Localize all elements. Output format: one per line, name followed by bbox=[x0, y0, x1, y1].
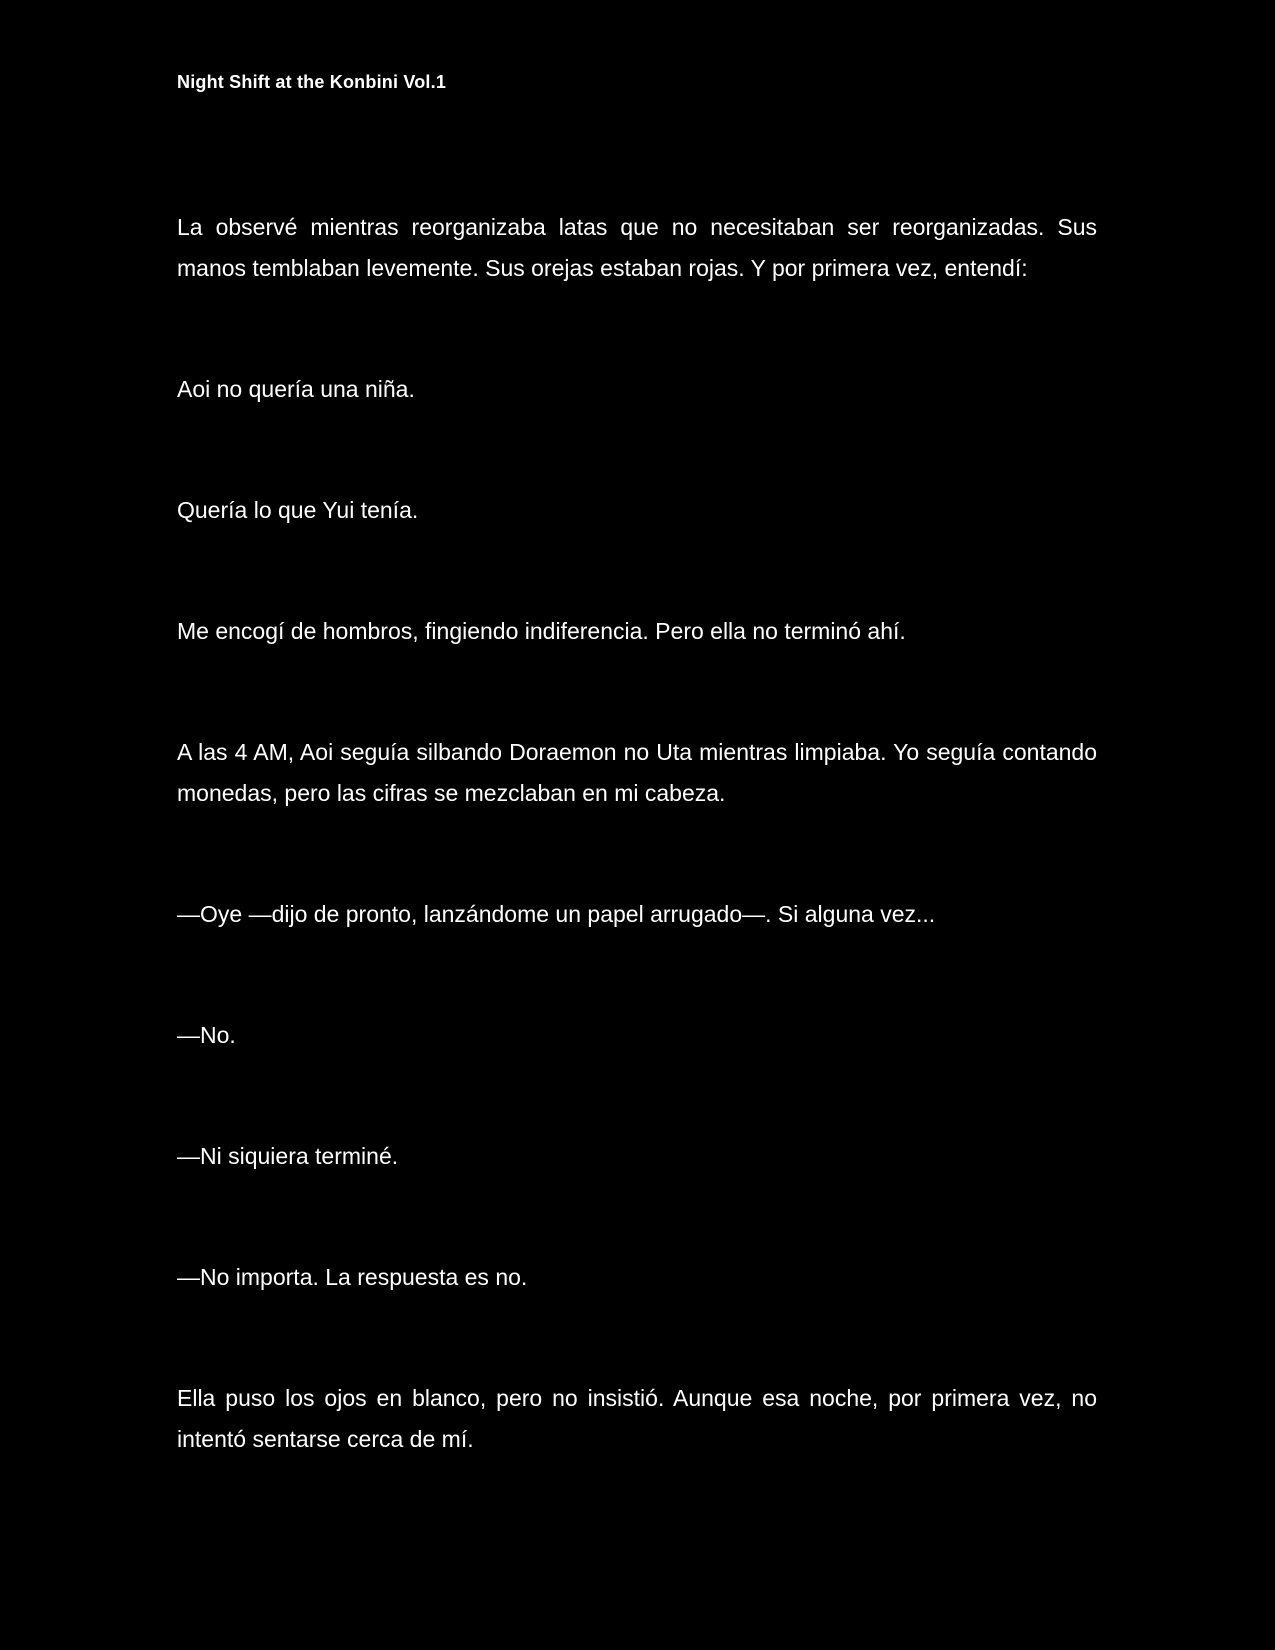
paragraph: Quería lo que Yui tenía. bbox=[177, 497, 419, 523]
paragraph: La observé mientras reorganizaba latas que no necesitaban ser reorganizadas. Sus manos temblaban levemente. Sus orejas estaban rojas. Y por primera vez, entendí: bbox=[177, 214, 1097, 281]
paragraph: Me encogí de hombros, fingiendo indiferencia. Pero ella no terminó ahí. bbox=[177, 618, 906, 644]
paragraph: Aoi no quería una niña. bbox=[177, 376, 415, 402]
dialogue-line: —Ni siquiera terminé. bbox=[177, 1143, 399, 1169]
paragraph: A las 4 AM, Aoi seguía silbando Doraemon no Uta mientras limpiaba. Yo seguía contando monedas, pero las cifras se mezclaban en mi cabeza. bbox=[177, 739, 1097, 806]
document-page bbox=[177, 0, 1097, 1650]
dialogue-line: —Oye —dijo de pronto, lanzándome un papel arrugado—. Si alguna vez... bbox=[177, 901, 936, 927]
running-header: Night Shift at the Konbini Vol.1 bbox=[177, 72, 447, 92]
dialogue-line: —No importa. La respuesta es no. bbox=[177, 1264, 528, 1290]
body-text bbox=[177, 207, 1097, 1540]
paragraph: Ella puso los ojos en blanco, pero no insistió. Aunque esa noche, por primera vez, no intentó sentarse cerca de mí. bbox=[177, 1385, 1097, 1452]
dialogue-line: —No. bbox=[177, 1022, 236, 1048]
